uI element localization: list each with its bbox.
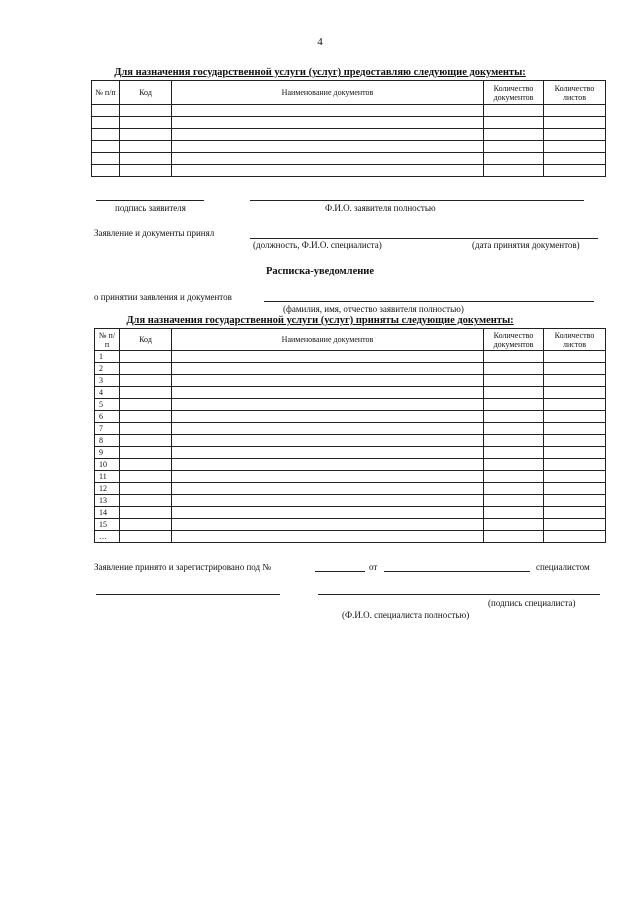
accepted-by-line — [250, 238, 598, 239]
receipt-about-label: о принятии заявления и документов — [94, 292, 232, 302]
row-number: 12 — [95, 483, 120, 495]
row-number: 2 — [95, 363, 120, 375]
applicant-signature-line — [96, 200, 204, 201]
row-number: 4 — [95, 387, 120, 399]
table-row — [95, 351, 606, 363]
documents-provided-table — [91, 80, 606, 177]
col-code-header: Код — [120, 81, 172, 105]
table-row — [95, 363, 606, 375]
table-row — [92, 153, 606, 165]
col-name-header: Наименование документов — [172, 81, 484, 105]
table-row — [95, 459, 606, 471]
date-caption: (дата принятия документов) — [472, 240, 580, 250]
receipt-title: Расписка-уведомление — [266, 266, 374, 277]
row-number: 13 — [95, 495, 120, 507]
table-row — [95, 375, 606, 387]
applicant-fullname-line — [264, 301, 594, 302]
specialist-signature-caption: (подпись специалиста) — [488, 598, 576, 608]
page-number: 4 — [317, 36, 323, 48]
section2-heading: Для назначения государственной услуги (услуг) приняты следующие документы: — [126, 315, 514, 326]
col-code-header: Код — [120, 329, 172, 351]
col-doc-count-header: Количество документов — [484, 81, 544, 105]
applicant-name-line — [250, 200, 584, 201]
row-number: … — [95, 531, 120, 543]
table-header-row — [95, 329, 606, 351]
section1-heading: Для назначения государственной услуги (услуг) предоставляю следующие документы: — [114, 67, 526, 78]
table-row — [92, 165, 606, 177]
table-row — [95, 507, 606, 519]
row-number: 6 — [95, 411, 120, 423]
row-number: 9 — [95, 447, 120, 459]
specialist-right-line — [318, 594, 600, 595]
row-number: 1 — [95, 351, 120, 363]
table-row — [95, 483, 606, 495]
row-number: 14 — [95, 507, 120, 519]
registration-text: Заявление принято и зарегистрировано под № — [94, 562, 271, 572]
table-row — [95, 411, 606, 423]
table-row — [92, 117, 606, 129]
row-number: 10 — [95, 459, 120, 471]
col-number-header: № п/п — [95, 329, 120, 351]
table-row — [95, 387, 606, 399]
table-row — [95, 531, 606, 543]
accepted-by-label: Заявление и документы принял — [94, 228, 215, 238]
table-row — [95, 471, 606, 483]
registration-specialist-label: специалистом — [536, 562, 590, 572]
col-sheet-count-header: Количество листов — [544, 81, 606, 105]
specialist-name-caption: (Ф.И.О. специалиста полностью) — [342, 610, 470, 620]
applicant-name-caption: Ф.И.О. заявителя полностью — [325, 203, 436, 213]
row-number: 7 — [95, 423, 120, 435]
documents-accepted-table — [94, 328, 606, 543]
row-number: 8 — [95, 435, 120, 447]
applicant-fullname-caption: (фамилия, имя, отчество заявителя полностью) — [283, 304, 464, 314]
table-row — [95, 435, 606, 447]
table-row — [95, 399, 606, 411]
applicant-signature-caption: подпись заявителя — [115, 203, 186, 213]
row-number: 11 — [95, 471, 120, 483]
col-number-header: № п/п — [92, 81, 120, 105]
table-header-row — [92, 81, 606, 105]
col-doc-count-header: Количество документов — [484, 329, 544, 351]
specialist-left-line — [96, 594, 280, 595]
position-caption: (должность, Ф.И.О. специалиста) — [253, 240, 382, 250]
table-row — [95, 423, 606, 435]
table-row — [92, 105, 606, 117]
registration-number-line — [315, 571, 365, 572]
col-sheet-count-header: Количество листов — [544, 329, 606, 351]
col-name-header: Наименование документов — [172, 329, 484, 351]
registration-date-line — [384, 571, 530, 572]
table-row — [92, 129, 606, 141]
row-number: 5 — [95, 399, 120, 411]
table-row — [95, 495, 606, 507]
row-number: 15 — [95, 519, 120, 531]
table-row — [95, 447, 606, 459]
table-row — [92, 141, 606, 153]
row-number: 3 — [95, 375, 120, 387]
table-row — [95, 519, 606, 531]
registration-from-label: от — [369, 562, 378, 572]
